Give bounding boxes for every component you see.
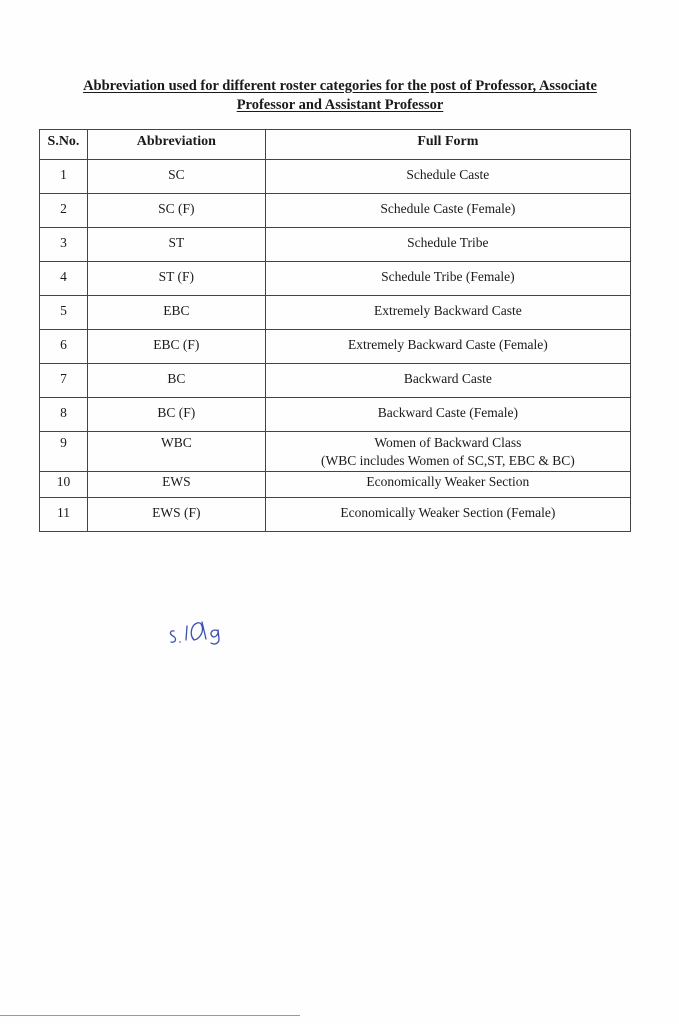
cell-sno: 7 xyxy=(40,364,88,398)
cell-full-form: Schedule Caste (Female) xyxy=(265,194,630,228)
cell-sno: 8 xyxy=(40,398,88,432)
cell-full-form: Backward Caste (Female) xyxy=(265,398,630,432)
full-form-line-2: (WBC includes Women of SC,ST, EBC & BC) xyxy=(320,453,575,468)
cell-full-form: Schedule Tribe (Female) xyxy=(265,262,630,296)
cell-sno: 3 xyxy=(40,228,88,262)
cell-sno: 11 xyxy=(40,498,88,532)
table-row xyxy=(40,160,631,194)
cell-abbreviation: BC (F) xyxy=(87,398,265,432)
document-title xyxy=(30,77,650,115)
table-row xyxy=(40,472,631,498)
table-row xyxy=(40,398,631,432)
cell-abbreviation: EWS (F) xyxy=(87,498,265,532)
cell-abbreviation: SC xyxy=(87,160,265,194)
header-full-form: Full Form xyxy=(265,130,630,160)
cell-full-form: Backward Caste xyxy=(265,364,630,398)
table-row xyxy=(40,194,631,228)
full-form-line-1: Women of Backward Class xyxy=(374,435,522,450)
table-row xyxy=(40,432,631,472)
cell-sno: 5 xyxy=(40,296,88,330)
cell-abbreviation: WBC xyxy=(87,432,265,472)
handwritten-signature xyxy=(166,614,230,646)
cell-full-form: Schedule Caste xyxy=(265,160,630,194)
cell-abbreviation: ST (F) xyxy=(87,262,265,296)
title-line-1: Abbreviation used for different roster categories for the post of Professor, Associate xyxy=(83,78,597,94)
roster-category-table xyxy=(39,129,631,532)
header-sno: S.No. xyxy=(40,130,88,160)
cell-full-form: Schedule Tribe xyxy=(265,228,630,262)
cell-sno: 10 xyxy=(40,472,88,498)
cell-abbreviation: EWS xyxy=(87,472,265,498)
table-header-row xyxy=(40,130,631,160)
cell-full-form: Economically Weaker Section (Female) xyxy=(265,498,630,532)
table-row xyxy=(40,364,631,398)
table-row xyxy=(40,262,631,296)
cell-full-form: Extremely Backward Caste (Female) xyxy=(265,330,630,364)
cell-full-form: Extremely Backward Caste xyxy=(265,296,630,330)
cell-abbreviation: BC xyxy=(87,364,265,398)
table-row xyxy=(40,498,631,532)
header-abbreviation: Abbreviation xyxy=(87,130,265,160)
cell-sno: 9 xyxy=(40,432,88,472)
cell-full-form: Economically Weaker Section xyxy=(265,472,630,498)
page-edge-rule xyxy=(0,1015,300,1016)
cell-abbreviation: ST xyxy=(87,228,265,262)
cell-abbreviation: EBC (F) xyxy=(87,330,265,364)
cell-full-form xyxy=(265,432,630,472)
table-row xyxy=(40,330,631,364)
table-row xyxy=(40,296,631,330)
cell-abbreviation: SC (F) xyxy=(87,194,265,228)
cell-sno: 6 xyxy=(40,330,88,364)
title-line-2: Professor and Assistant Professor xyxy=(236,97,444,113)
cell-sno: 2 xyxy=(40,194,88,228)
cell-sno: 1 xyxy=(40,160,88,194)
cell-sno: 4 xyxy=(40,262,88,296)
cell-abbreviation: EBC xyxy=(87,296,265,330)
table-row xyxy=(40,228,631,262)
